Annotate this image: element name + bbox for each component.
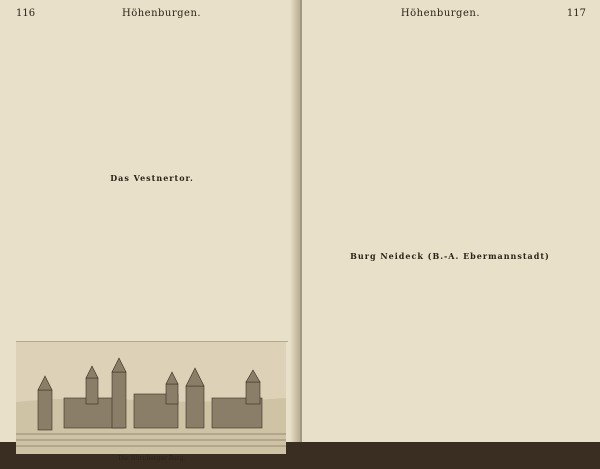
section-heading: Burg Neideck (B.-A. Ebermannstadt) bbox=[350, 251, 550, 261]
left-page bbox=[0, 0, 298, 462]
left-page-header bbox=[16, 8, 288, 22]
page-number: 117 bbox=[566, 8, 586, 19]
castle-drawing bbox=[16, 342, 286, 454]
running-head: Höhenburgen. bbox=[400, 8, 480, 19]
figure-caption: Die Nürnberger Burg. bbox=[118, 455, 186, 462]
running-head: Höhenburgen. bbox=[121, 8, 202, 19]
right-page-header bbox=[314, 8, 586, 22]
right-page bbox=[302, 0, 600, 442]
section-heading: Das Vestnertor. bbox=[110, 173, 194, 183]
castle-illustration bbox=[16, 341, 288, 462]
page-number: 116 bbox=[16, 8, 36, 19]
